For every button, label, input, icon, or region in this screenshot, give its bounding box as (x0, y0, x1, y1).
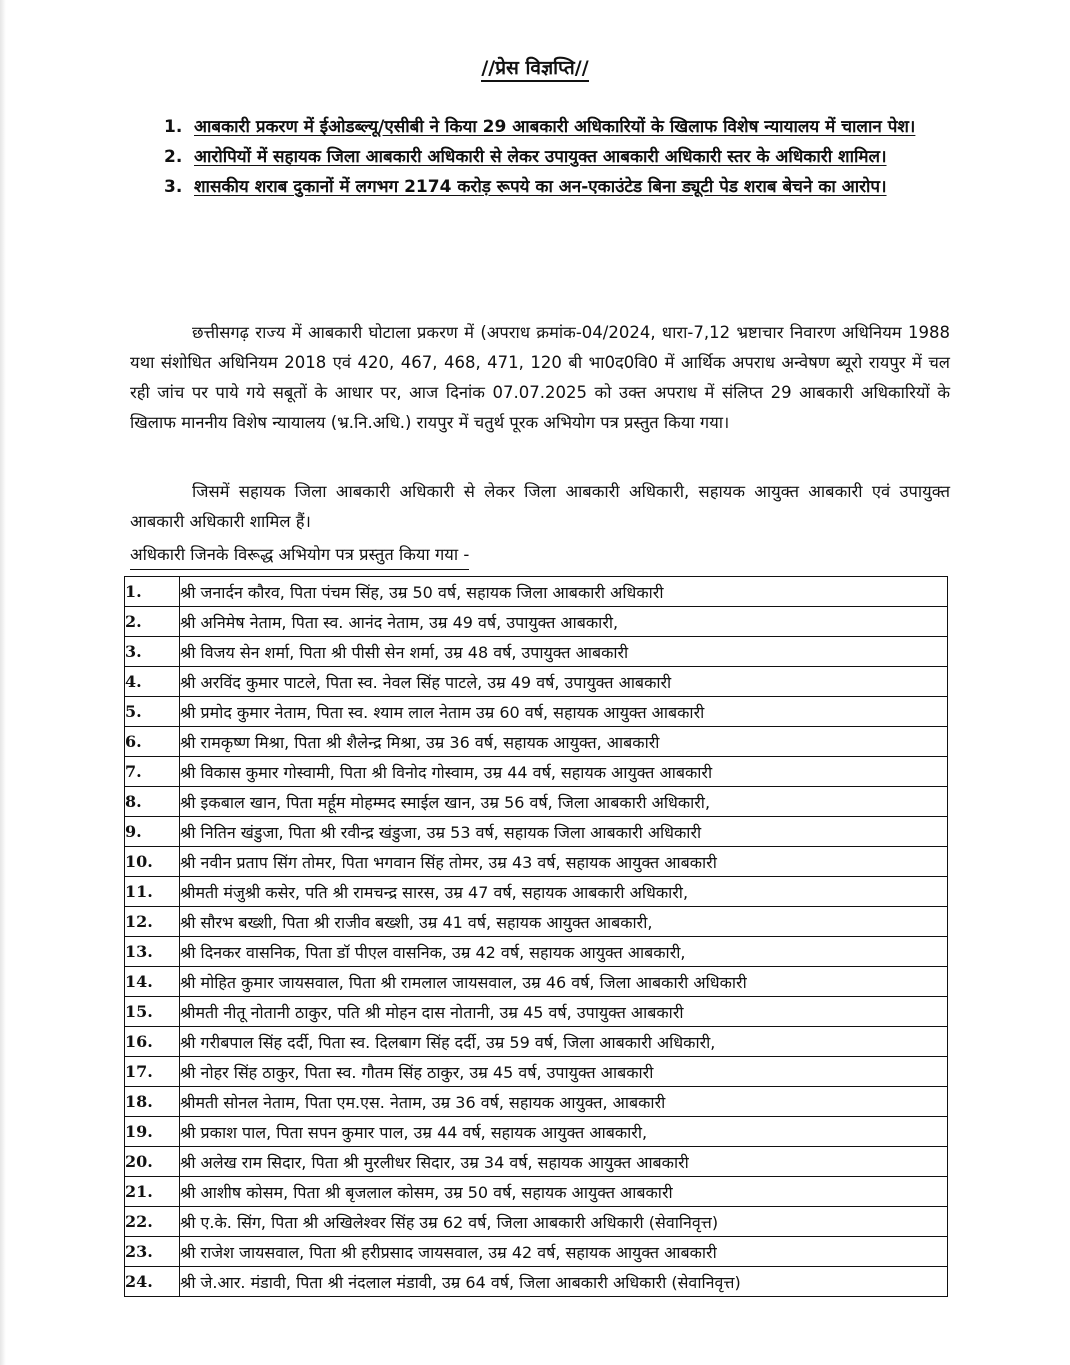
table-row (125, 1027, 948, 1057)
serial-number: 16. (125, 1027, 180, 1057)
officer-detail: श्री राजेश जायसवाल, पिता श्री हरीप्रसाद जायसवाल, उम्र 42 वर्ष, सहायक आयुक्त आबकारी (180, 1237, 948, 1267)
serial-number: 4. (125, 667, 180, 697)
serial-number: 17. (125, 1057, 180, 1087)
serial-number: 23. (125, 1237, 180, 1267)
serial-number: 22. (125, 1207, 180, 1237)
serial-number: 9. (125, 817, 180, 847)
table-row (125, 997, 948, 1027)
officer-detail: श्री इकबाल खान, पिता मर्हूम मोहम्मद स्माईल खान, उम्र 56 वर्ष, जिला आबकारी अधिकारी, (180, 787, 948, 817)
serial-number: 14. (125, 967, 180, 997)
officer-detail: श्री ए.के. सिंग, पिता श्री अखिलेश्वर सिंह उम्र 62 वर्ष, जिला आबकारी अधिकारी (सेवानिवृत्त) (180, 1207, 948, 1237)
table-row (125, 847, 948, 877)
officer-detail: श्री दिनकर वासनिक, पिता डॉ पीएल वासनिक, उम्र 42 वर्ष, सहायक आयुक्त आबकारी, (180, 937, 948, 967)
table-row (125, 697, 948, 727)
body-paragraph-1: छत्तीसगढ़ राज्य में आबकारी घोटाला प्रकरण में (अपराध क्रमांक-04/2024, धारा-7,12 भ्रष्टाचार निवारण अधिनियम 1988 यथा संशोधित अधिनियम 2018 एवं 420, 467, 468, 471, 120 बी भा0द0वि0 में आर्थिक अपराध अन्वेषण ब्यूरो रायपुर में चल रही जांच पर पाये गये सबूतों के आधार पर, आज दिनांक 07.07.2025 को उक्त अपराध में संलिप्त 29 आबकारी अधिकारियों के खिलाफ माननीय विशेष न्यायालय (भ्र.नि.अधि.) रायपुर में चतुर्थ पूरक अभियोग पत्र प्रस्तुत किया गया। (130, 323, 950, 432)
table-row (125, 907, 948, 937)
table-row (125, 577, 948, 607)
officer-detail: श्री नोहर सिंह ठाकुर, पिता स्व. गौतम सिंह ठाकुर, उम्र 45 वर्ष, उपायुक्त आबकारी (180, 1057, 948, 1087)
table-row (125, 1147, 948, 1177)
officer-detail: श्री रामकृष्ण मिश्रा, पिता श्री शैलेन्द्र मिश्रा, उम्र 36 वर्ष, सहायक आयुक्त, आबकारी (180, 727, 948, 757)
table-row (125, 757, 948, 787)
table-row (125, 817, 948, 847)
table-row (125, 1267, 948, 1297)
officer-detail: श्री नवीन प्रताप सिंग तोमर, पिता भगवान सिंह तोमर, उम्र 43 वर्ष, सहायक आयुक्त आबकारी (180, 847, 948, 877)
serial-number: 24. (125, 1267, 180, 1297)
serial-number: 5. (125, 697, 180, 727)
serial-number: 19. (125, 1117, 180, 1147)
serial-number: 8. (125, 787, 180, 817)
officer-detail: श्री प्रमोद कुमार नेताम, पिता स्व. श्याम लाल नेताम उम्र 60 वर्ष, सहायक आयुक्त आबकारी (180, 697, 948, 727)
officer-detail: श्रीमती सोनल नेताम, पिता एम.एस. नेताम, उम्र 36 वर्ष, सहायक आयुक्त, आबकारी (180, 1087, 948, 1117)
officers-table (124, 576, 948, 1297)
serial-number: 20. (125, 1147, 180, 1177)
key-point: 2. आरोपियों में सहायक जिला आबकारी अधिकारी से लेकर उपायुक्त आबकारी अधिकारी स्तर के अधिकारी शामिल। (164, 147, 887, 167)
table-row (125, 1237, 948, 1267)
table-row (125, 1057, 948, 1087)
officer-detail: श्री सौरभ बख्शी, पिता श्री राजीव बख्शी, उम्र 41 वर्ष, सहायक आयुक्त आबकारी, (180, 907, 948, 937)
serial-number: 13. (125, 937, 180, 967)
table-row (125, 1087, 948, 1117)
officer-detail: श्री अरविंद कुमार पाटले, पिता स्व. नेवल सिंह पाटले, उम्र 49 वर्ष, उपायुक्त आबकारी (180, 667, 948, 697)
table-row (125, 727, 948, 757)
serial-number: 7. (125, 757, 180, 787)
table-row (125, 607, 948, 637)
serial-number: 2. (125, 607, 180, 637)
officers-list-heading: अधिकारी जिनके विरूद्ध अभियोग पत्र प्रस्तुत किया गया - (130, 541, 469, 570)
table-row (125, 787, 948, 817)
key-points-list (158, 112, 950, 202)
officer-detail: श्री मोहित कुमार जायसवाल, पिता श्री रामलाल जायसवाल, उम्र 46 वर्ष, जिला आबकारी अधिकारी (180, 967, 948, 997)
officer-detail: श्री अनिमेष नेताम, पिता स्व. आनंद नेताम, उम्र 49 वर्ष, उपायुक्त आबकारी, (180, 607, 948, 637)
serial-number: 15. (125, 997, 180, 1027)
serial-number: 1. (125, 577, 180, 607)
officer-detail: श्री विजय सेन शर्मा, पिता श्री पीसी सेन शर्मा, उम्र 48 वर्ष, उपायुक्त आबकारी (180, 637, 948, 667)
serial-number: 12. (125, 907, 180, 937)
officer-detail: श्री जे.आर. मंडावी, पिता श्री नंदलाल मंडावी, उम्र 64 वर्ष, जिला आबकारी अधिकारी (सेवानिवृत्त) (180, 1267, 948, 1297)
serial-number: 6. (125, 727, 180, 757)
key-point: 1. आबकारी प्रकरण में ईओडब्ल्यू/एसीबी ने किया 29 आबकारी अधिकारियों के खिलाफ विशेष न्यायालय में चालान पेश। (164, 117, 916, 137)
officer-detail: श्री आशीष कोसम, पिता श्री बृजलाल कोसम, उम्र 50 वर्ष, सहायक आयुक्त आबकारी (180, 1177, 948, 1207)
serial-number: 10. (125, 847, 180, 877)
table-row (125, 1207, 948, 1237)
serial-number: 18. (125, 1087, 180, 1117)
table-row (125, 877, 948, 907)
table-row (125, 1177, 948, 1207)
table-row (125, 937, 948, 967)
table-row (125, 667, 948, 697)
serial-number: 21. (125, 1177, 180, 1207)
officer-detail: श्री प्रकाश पाल, पिता सपन कुमार पाल, उम्र 44 वर्ष, सहायक आयुक्त आबकारी, (180, 1117, 948, 1147)
officer-detail: श्रीमती मंजुश्री कसेर, पति श्री रामचन्द्र सारस, उम्र 47 वर्ष, सहायक आबकारी अधिकारी, (180, 877, 948, 907)
serial-number: 3. (125, 637, 180, 667)
page-title: //प्रेस विज्ञप्ति// (0, 54, 1070, 80)
key-point: 3. शासकीय शराब दुकानों में लगभग 2174 करोड़ रूपये का अन-एकाउंटेड बिना ड्यूटी पेड शराब बेचने का आरोप। (164, 177, 887, 197)
officer-detail: श्री नितिन खंडुजा, पिता श्री रवीन्द्र खंडुजा, उम्र 53 वर्ष, सहायक जिला आबकारी अधिकारी (180, 817, 948, 847)
page-edge-shadow (0, 0, 6, 1365)
table-row (125, 1117, 948, 1147)
officer-detail: श्रीमती नीतू नोतानी ठाकुर, पति श्री मोहन दास नोतानी, उम्र 45 वर्ष, उपायुक्त आबकारी (180, 997, 948, 1027)
officer-detail: श्री विकास कुमार गोस्वामी, पिता श्री विनोद गोस्वाम, उम्र 44 वर्ष, सहायक आयुक्त आबकारी (180, 757, 948, 787)
serial-number: 11. (125, 877, 180, 907)
table-row (125, 967, 948, 997)
body-paragraph-2: जिसमें सहायक जिला आबकारी अधिकारी से लेकर जिला आबकारी अधिकारी, सहायक आयुक्त आबकारी एवं उपायुक्त आबकारी अधिकारी शामिल हैं। (130, 482, 950, 531)
officer-detail: श्री जनार्दन कौरव, पिता पंचम सिंह, उम्र 50 वर्ष, सहायक जिला आबकारी अधिकारी (180, 577, 948, 607)
officer-detail: श्री गरीबपाल सिंह दर्दी, पिता स्व. दिलबाग सिंह दर्दी, उम्र 59 वर्ष, जिला आबकारी अधिकारी, (180, 1027, 948, 1057)
table-row (125, 637, 948, 667)
officer-detail: श्री अलेख राम सिदार, पिता श्री मुरलीधर सिदार, उम्र 34 वर्ष, सहायक आयुक्त आबकारी (180, 1147, 948, 1177)
